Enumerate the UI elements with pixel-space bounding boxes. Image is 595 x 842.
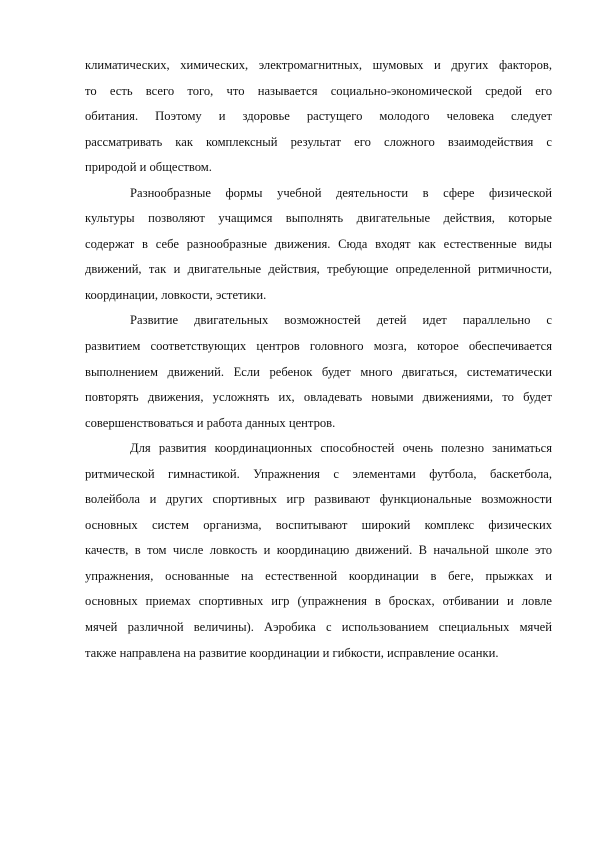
body-text [85, 53, 552, 666]
text-line: основных приемах спортивных игр (упражнения в бросках, отбивании и ловле [85, 594, 552, 609]
text-line: культуры позволяют учащимся выполнять двигательные действия, которые [85, 211, 552, 226]
text-line: ритмической гимнастикой. Упражнения с элементами футбола, баскетбола, [85, 466, 552, 481]
text-line: движений, так и двигательные действия, требующие определенной ритмичности, [85, 262, 552, 277]
text-line: рассматривать как комплексный результат его сложного взаимодействия с [85, 134, 552, 149]
paragraph-3 [85, 308, 552, 436]
text-line: природой и обществом. [85, 160, 212, 175]
text-line: выполнением движений. Если ребенок будет много двигаться, систематически [85, 364, 552, 379]
text-line: климатических, химических, электромагнитных, шумовых и других факторов, [85, 58, 552, 72]
text-line: основных систем организма, воспитывают широкий комплекс физических [85, 517, 552, 532]
text-line: совершенствоваться и работа данных центров. [85, 415, 336, 430]
text-line: обитания. Поэтому и здоровье растущего молодого человека следует [85, 109, 552, 124]
paragraph-2 [85, 181, 552, 309]
text-line: упражнения, основанные на естественной координации в беге, прыжках и [85, 568, 552, 583]
text-line: волейбола и других спортивных игр развивают функциональные возможности [85, 492, 552, 507]
text-line: Разнообразные формы учебной деятельности в сфере физической [130, 185, 552, 200]
paragraph-4 [85, 436, 552, 666]
text-line: координации, ловкости, эстетики. [85, 287, 267, 302]
text-line: то есть всего того, что называется социально-экономической средой его [85, 83, 552, 98]
text-line: качеств, в том числе ловкость и координацию движений. В начальной школе это [85, 543, 552, 558]
text-line: Развитие двигательных возможностей детей идет параллельно с [130, 313, 552, 328]
text-line: развитием соответствующих центров головного мозга, которое обеспечивается [85, 339, 552, 354]
text-line: мячей различной величины). Аэробика с использованием специальных мячей [85, 620, 552, 635]
paragraph-1 [85, 53, 552, 181]
text-line: содержат в себе разнообразные движения. Сюда входят как естественные виды [85, 236, 552, 251]
text-line: Для развития координационных способностей очень полезно заниматься [130, 441, 552, 456]
text-line: также направлена на развитие координации и гибкости, исправление осанки. [85, 645, 499, 660]
text-line: повторять движения, усложнять их, овладевать новыми движениями, то будет [85, 390, 552, 405]
